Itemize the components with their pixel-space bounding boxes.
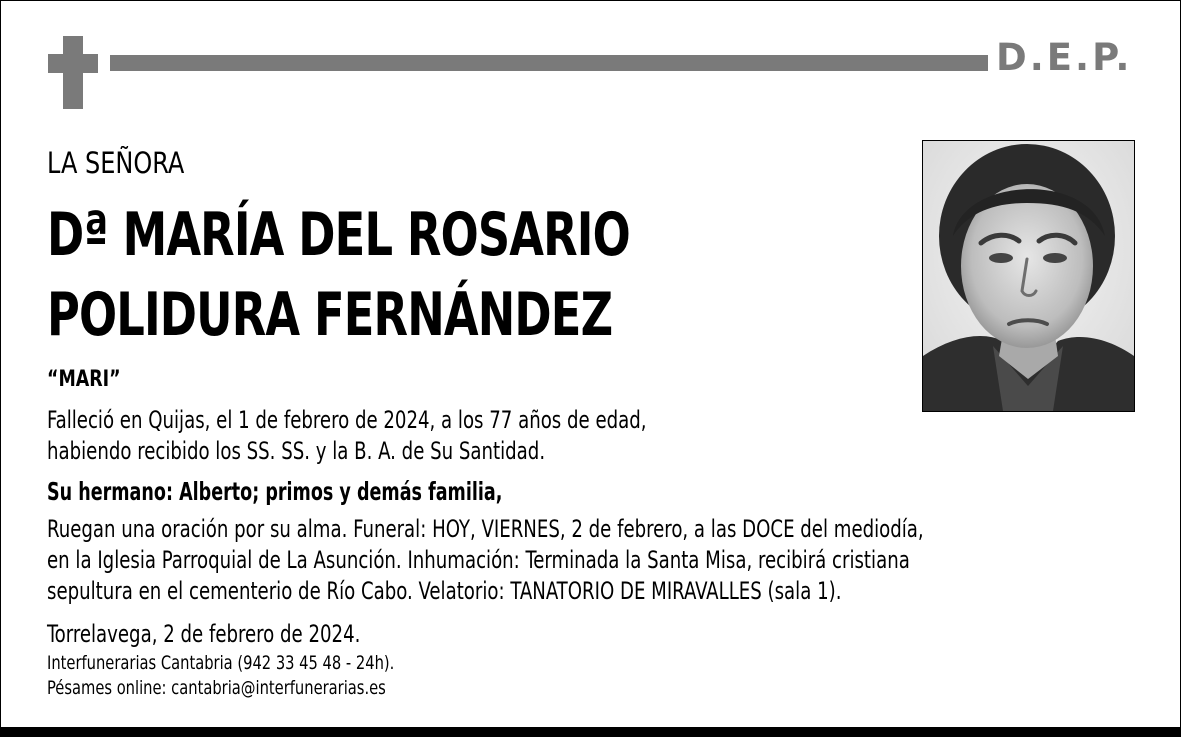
portrait-image [923,141,1134,411]
death-line-1: Falleció en Quijas, el 1 de febrero de 2024, a los 77 años de edad, [47,406,647,434]
nickname: “MARI” [47,367,121,392]
cross-icon-bar [48,54,98,73]
family-line: Su hermano: Alberto; primos y demás familia, [47,477,503,506]
funeral-home: Interfunerarias Cantabria (942 33 45 48 - 24h). [47,652,395,674]
place-date: Torrelavega, 2 de febrero de 2024. [47,620,361,648]
condolences-email: Pésames online: cantabria@interfunerarias.es [47,677,386,699]
portrait-photo [922,140,1135,412]
service-line-1: Ruegan una oración por su alma. Funeral: HOY, VIERNES, 2 de febrero, a las DOCE del mediodía, [47,515,924,543]
title-label: LA SEÑORA [47,146,185,180]
deceased-name [47,195,630,355]
service-line-3: sepultura en el cementerio de Río Cabo. Velatorio: TANATORIO DE MIRAVALLES (sala 1). [47,577,842,605]
dep-label: D.E.P. [996,36,1133,79]
bottom-border [0,727,1181,737]
death-line-2: habiendo recibido los SS. SS. y la B. A. de Su Santidad. [47,437,546,465]
header-rule [110,55,988,71]
service-line-2: en la Iglesia Parroquial de La Asunción. Inhumación: Terminada la Santa Misa, recibirá cristiana [47,546,910,574]
service-details [47,514,924,607]
name-line-1: Dª MARÍA DEL ROSARIO [47,200,630,270]
name-line-2: POLIDURA FERNÁNDEZ [47,280,613,350]
death-details [47,405,647,467]
